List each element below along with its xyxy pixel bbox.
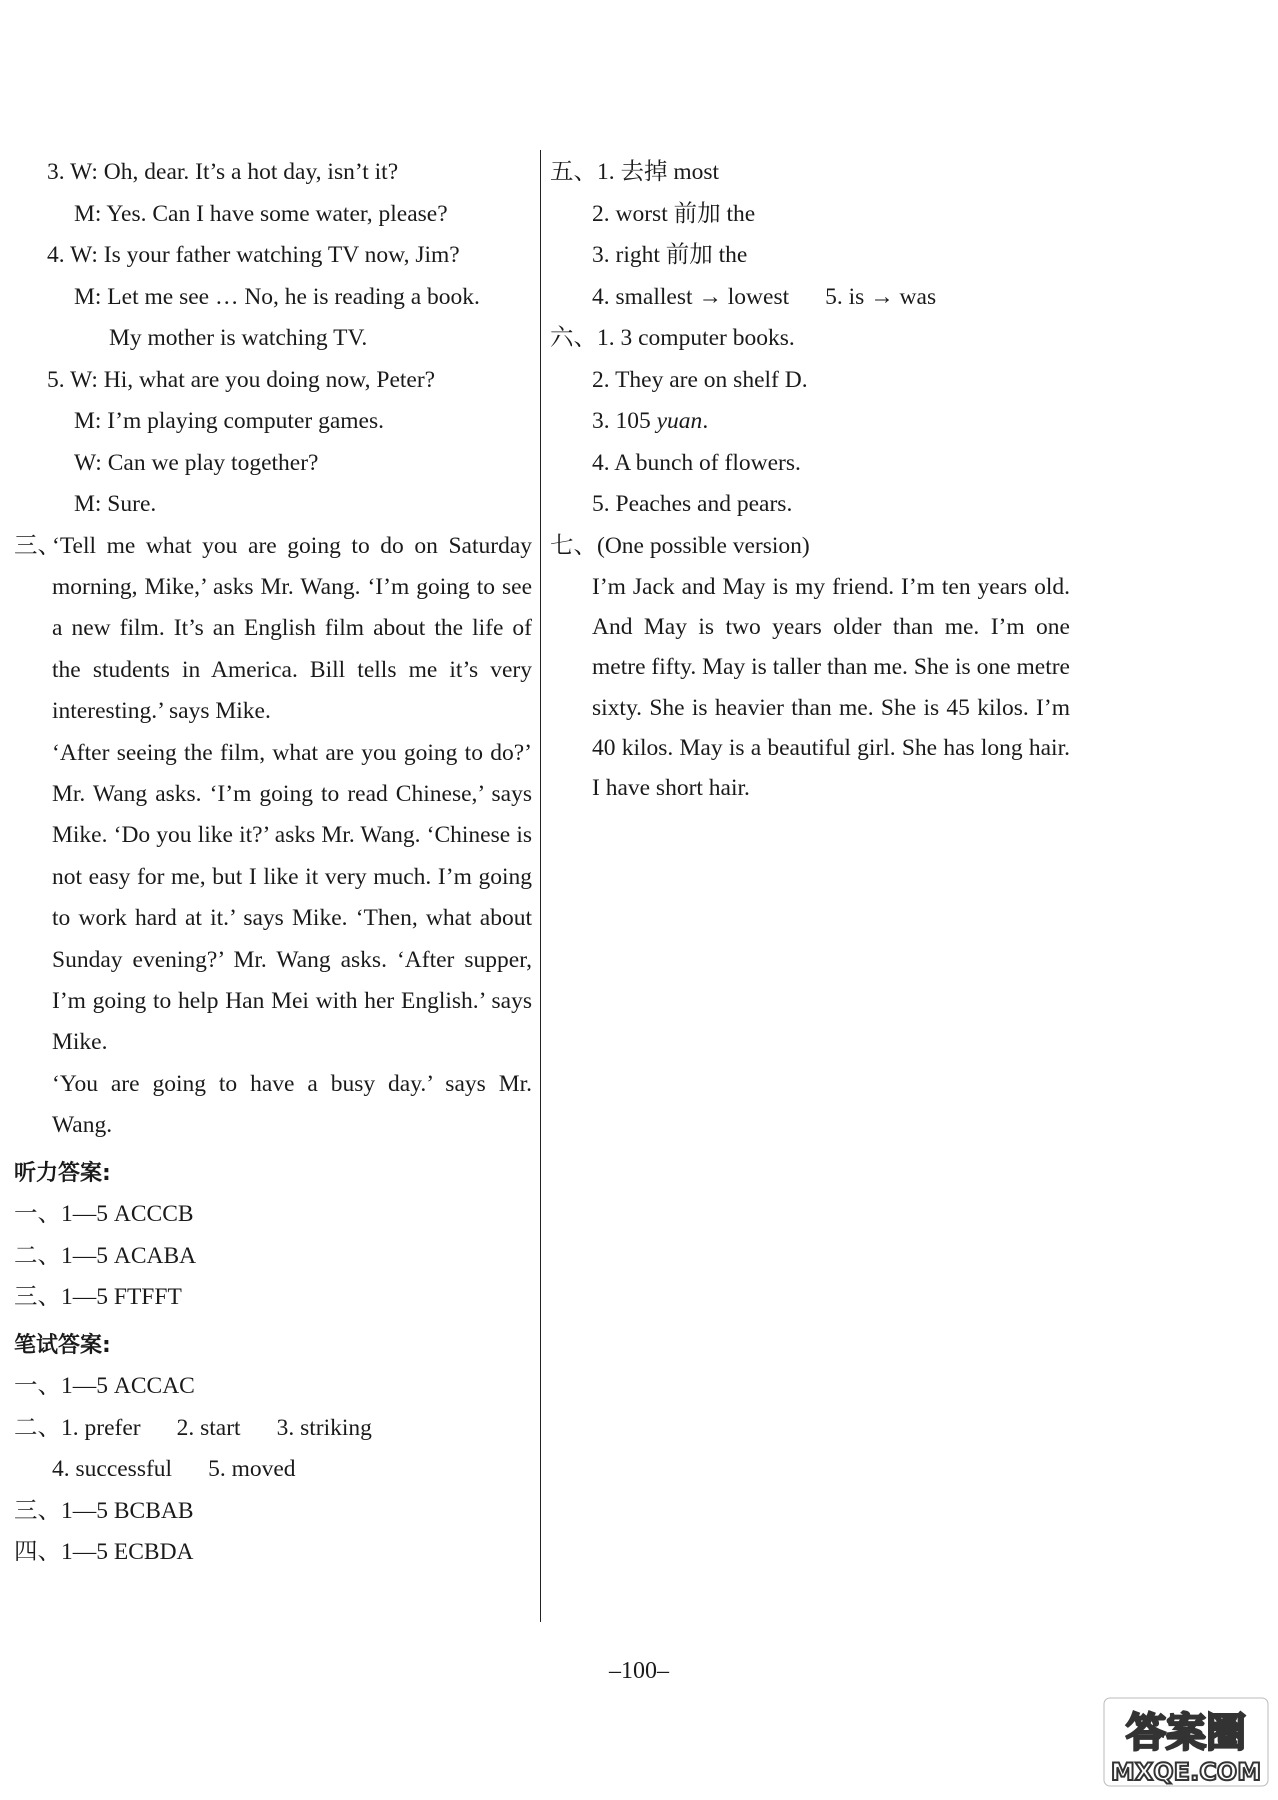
listening-answer-1: 一、1—5 ACCCB [14,1201,194,1228]
written-heading: 笔试答案: [14,1332,111,1358]
dialog-5-m3: M: Sure. [74,491,157,517]
watermark-logo [1102,1694,1270,1790]
dialog-4-m2: My mother is watching TV. [109,325,368,351]
dialog-5-m: M: I’m playing computer games. [74,408,384,434]
section-5-line-4: 4. smallest → lowest 5. is → was [592,283,937,310]
section-6-line-3: 3. 105 yuan. [592,408,709,434]
dialog-5-w2: W: Can we play together? [74,449,319,476]
svg-text:MXQE.COM: MXQE.COM [1110,1758,1262,1786]
svg-text:答案圈: 答案圈 [1126,1710,1246,1756]
listening-answer-3: 三、1—5 FTFFT [14,1284,182,1311]
dialog-4-m: M: Let me see … No, he is reading a book. [74,283,480,310]
written-answer-2-line-1: 二、1. prefer 2. start 3. striking [14,1414,372,1441]
written-answer-4: 四、1—5 ECBDA [14,1539,194,1566]
listening-answer-2: 二、1—5 ACABA [14,1242,197,1269]
column-divider [540,150,541,1622]
section-7-text: I’m Jack and May is my friend. I’m ten years old. And May is two years older than me. I’m one metre fifty. May is taller than me. She is one metre sixty. She is heavier than me. She is 45 kilos. I’m 40 kilos. May is a beautiful girl. She has long hair. I have short hair. [592,574,1070,802]
section-6-line-5: 5. Peaches and pears. [592,491,793,517]
section-3-para-1: ‘Tell me what you are going to do on Saturday morning, Mike,’ asks Mr. Wang. ‘I’m going to see a new film. It’s an English film about the life of the students in America. Bill tells me it’s very interesting.’ says Mike. [52,532,532,725]
listening-heading: 听力答案: [14,1160,111,1186]
section-5-line-3: 3. right 前加 the [592,242,748,268]
section-3-para-2: ‘After seeing the film, what are you going to do?’ Mr. Wang asks. ‘I’m going to read Chinese,’ says Mike. ‘Do you like it?’ asks Mr. Wang. ‘Chinese is not easy for me, but I like it very much. I’m going to work hard at it.’ says Mike. ‘Then, what about Sunday evening?’ Mr. Wang asks. ‘After supper, I’m going to help Han Mei with her English.’ says Mike. [52,739,532,1056]
section-6-line-2: 2. They are on shelf D. [592,366,808,393]
page-number: –100– [609,1658,669,1684]
section-5-line-1: 五、1. 去掉 most [550,159,720,185]
section-3 [14,526,532,1147]
written-answer-3: 三、1—5 BCBAB [14,1497,194,1524]
written-answer-2-line-2: 4. successful 5. moved [52,1456,296,1483]
left-column [14,152,532,1574]
dialog-4-w: 4. W: Is your father watching TV now, Jim? [47,242,460,268]
section-3-label: 三、 [14,532,61,559]
section-6-line-4: 4. A bunch of flowers. [592,449,801,476]
dialog-3-w: 3. W: Oh, dear. It’s a hot day, isn’t it? [47,159,399,185]
section-3-para-3: ‘You are going to have a busy day.’ says Mr. Wang. [52,1070,532,1139]
section-5-line-2: 2. worst 前加 the [592,200,756,227]
section-7-title: 七、(One possible version) [550,532,810,559]
dialog-5-w: 5. W: Hi, what are you doing now, Peter? [47,366,436,393]
section-6-line-1: 六、1. 3 computer books. [550,325,795,351]
right-column [550,152,1070,808]
written-answer-1: 一、1—5 ACCAC [14,1373,195,1400]
dialog-3-m: M: Yes. Can I have some water, please? [74,200,448,227]
